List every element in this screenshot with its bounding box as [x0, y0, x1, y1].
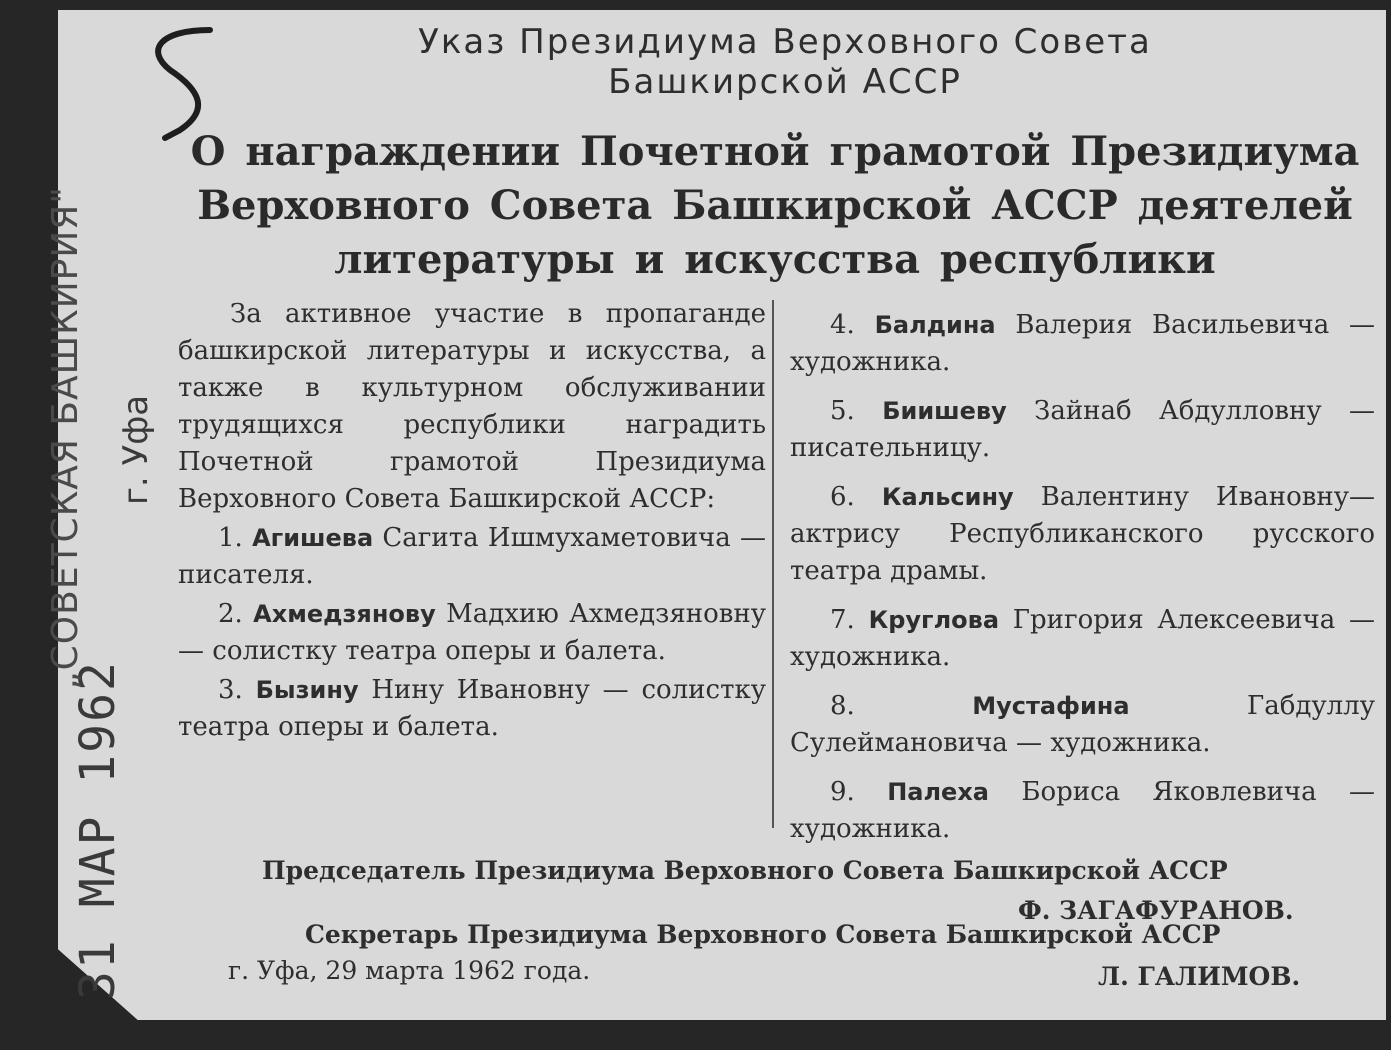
awardee-surname: Кальсину: [881, 483, 1014, 511]
secretary-name: Л. ГАЛИМОВ.: [1098, 962, 1301, 991]
newspaper-name-stamp: „СОВЕТСКАЯ БАШКИРИЯ": [45, 186, 86, 690]
awardee-surname: Круглова: [868, 606, 1000, 634]
awardee-item: 9. Палеха Бориса Яковлевича — художника.: [790, 777, 1375, 844]
city-stamp: г. Уфа: [116, 394, 156, 505]
awardee-item: 7. Круглова Григория Алексеевича — художника.: [790, 605, 1376, 672]
headline-line-2: Верховного Совета Башкирской АССР деятелей: [197, 182, 1353, 229]
awardee-item: 6. Кальсину Валентину Ивановну—актрису Республиканского русского театра драмы.: [790, 482, 1375, 586]
left-column: [178, 296, 766, 746]
decree-header-line-2: Башкирской АССР: [608, 62, 962, 102]
right-column: [790, 305, 1375, 860]
awardee-surname: Палеха: [887, 778, 989, 806]
decree-header-line-1: Указ Президиума Верховного Совета: [418, 22, 1152, 62]
secretary-title: Секретарь Президиума Верховного Совета Башкирской АССР: [305, 920, 1221, 949]
awardee-surname: Мустафина: [972, 692, 1130, 720]
awardee-item: 3. Бызину Нину Ивановну — солистку театра оперы и балета.: [178, 675, 766, 742]
awardee-item: 4. Балдина Валерия Васильевича — художника.: [790, 310, 1375, 377]
awardee-surname: Ахмедзянову: [253, 600, 436, 628]
decree-headline: [175, 125, 1375, 287]
awardee-item: 1. Агишева Сагита Ишмухаметовича — писателя.: [178, 523, 766, 590]
chair-title: Председатель Президиума Верховного Совета Башкирской АССР: [262, 856, 1228, 885]
awardee-item: 8. Мустафина Габдуллу Сулеймановича — художника.: [790, 691, 1375, 758]
intro-paragraph: За активное участие в пропаганде башкирской литературы и искусства, а также в культурном обслуживании трудящихся республики наградить Почетной грамотой Президиума Верховного Совета Башкирской АССР:: [178, 299, 766, 514]
decree-header: [320, 22, 1250, 102]
awardee-surname: Биишеву: [882, 397, 1007, 425]
awardee-item: 2. Ахмедзянову Мадхию Ахмедзяновну — солистку театра оперы и балета.: [178, 599, 766, 666]
awardee-surname: Бызину: [255, 676, 359, 704]
receipt-date-stamp: 31 МАР 1962: [70, 660, 126, 1000]
awardee-surname: Агишева: [252, 524, 374, 552]
chair-name: Ф. ЗАГАФУРАНОВ.: [1018, 896, 1294, 925]
awardee-item: 5. Биишеву Зайнаб Абдулловну — писательницу.: [790, 396, 1375, 463]
column-divider: [772, 300, 774, 828]
headline-line-3: литературы и искусства республики: [334, 236, 1216, 283]
headline-line-1: О награждении Почетной грамотой Президиума: [190, 128, 1360, 175]
place-date: г. Уфа, 29 марта 1962 года.: [228, 956, 591, 985]
awardee-surname: Балдина: [874, 311, 996, 339]
